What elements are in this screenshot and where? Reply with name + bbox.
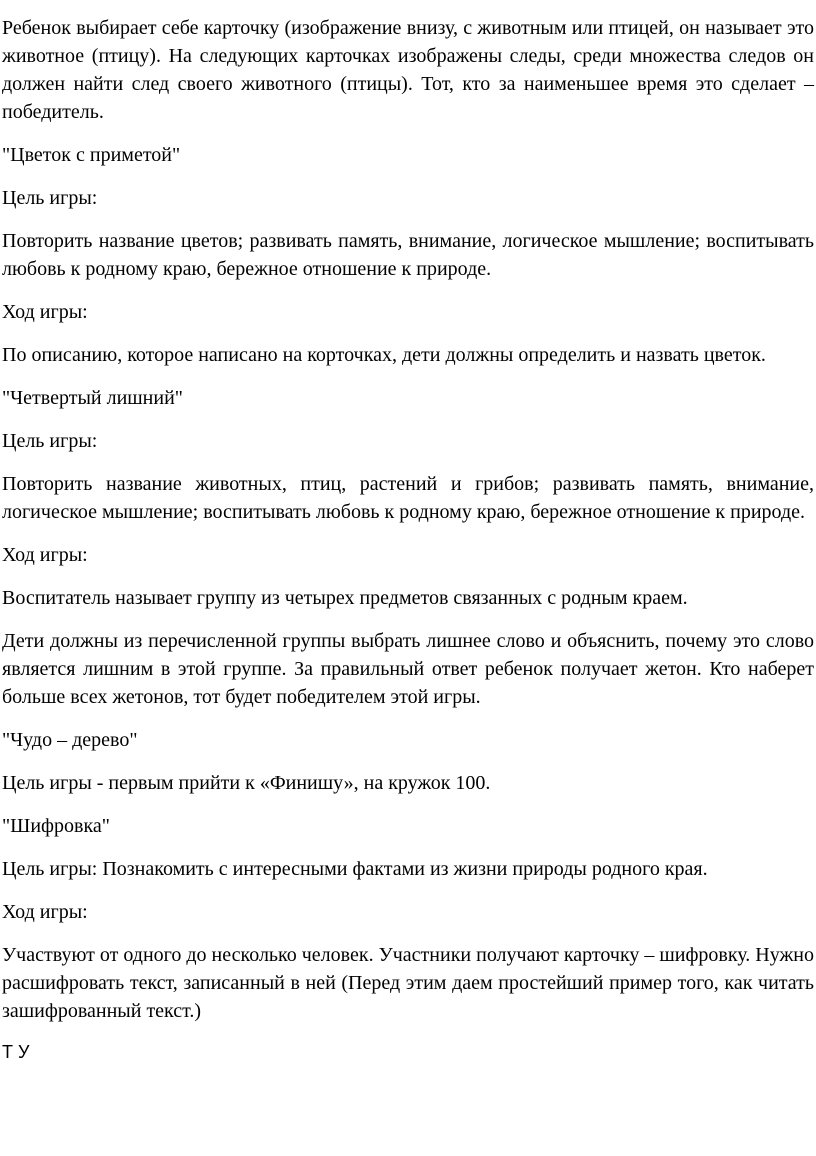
procedure-text: Воспитатель называет группу из четырех предметов связанных с родным краем.: [2, 587, 688, 609]
procedure-text: По описанию, которое написано на корточках, дети должны определить и назвать цветок.: [2, 344, 766, 366]
goal-text: Цель игры - первым прийти к «Финишу», на кружок 100.: [2, 772, 491, 794]
goal-text: Повторить название животных, птиц, растений и грибов; развивать память, внимание, логическое мышление; воспитывать любовь к родному краю, бережное отношение к природе.: [2, 473, 814, 523]
procedure-label: Ход игры:: [2, 301, 88, 323]
goal-text: Повторить название цветов; развивать память, внимание, логическое мышление; воспитывать любовь к родному краю, бережное отношение к природе.: [2, 230, 814, 280]
procedure-label: Ход игры:: [2, 544, 88, 566]
game-title-flower: "Цветок с приметой": [2, 144, 181, 166]
goal-label: Цель игры:: [2, 430, 98, 452]
cipher-sample-line: Т У: [2, 1042, 30, 1062]
intro-paragraph: Ребенок выбирает себе карточку (изображение внизу, с животным или птицей, он называет это животное (птицу). На следующих карточках изображены следы, среди множества следов он должен найти след своего животного (птицы). Тот, кто за наименьшее время это сделает – победитель.: [2, 17, 814, 123]
game-title-tree: "Чудо – дерево": [2, 729, 138, 751]
goal-text: Цель игры: Познакомить с интересными фактами из жизни природы родного края.: [2, 858, 708, 880]
goal-label: Цель игры:: [2, 187, 98, 209]
procedure-label: Ход игры:: [2, 901, 88, 923]
game-title-fourth: "Четвертый лишний": [2, 387, 183, 409]
procedure-text: Участвуют от одного до несколько человек. Участники получают карточку – шифровку. Нужно расшифровать текст, записанный в ней (Перед этим даем простейший пример того, как читать зашифрованный текст.): [2, 944, 815, 1022]
procedure-text: Дети должны из перечисленной группы выбрать лишнее слово и объяснить, почему это слово является лишним в этой группе. За правильный ответ ребенок получает жетон. Кто наберет больше всех жетонов, тот будет победителем этой игры.: [2, 630, 814, 708]
game-title-cipher: "Шифровка": [2, 815, 110, 837]
